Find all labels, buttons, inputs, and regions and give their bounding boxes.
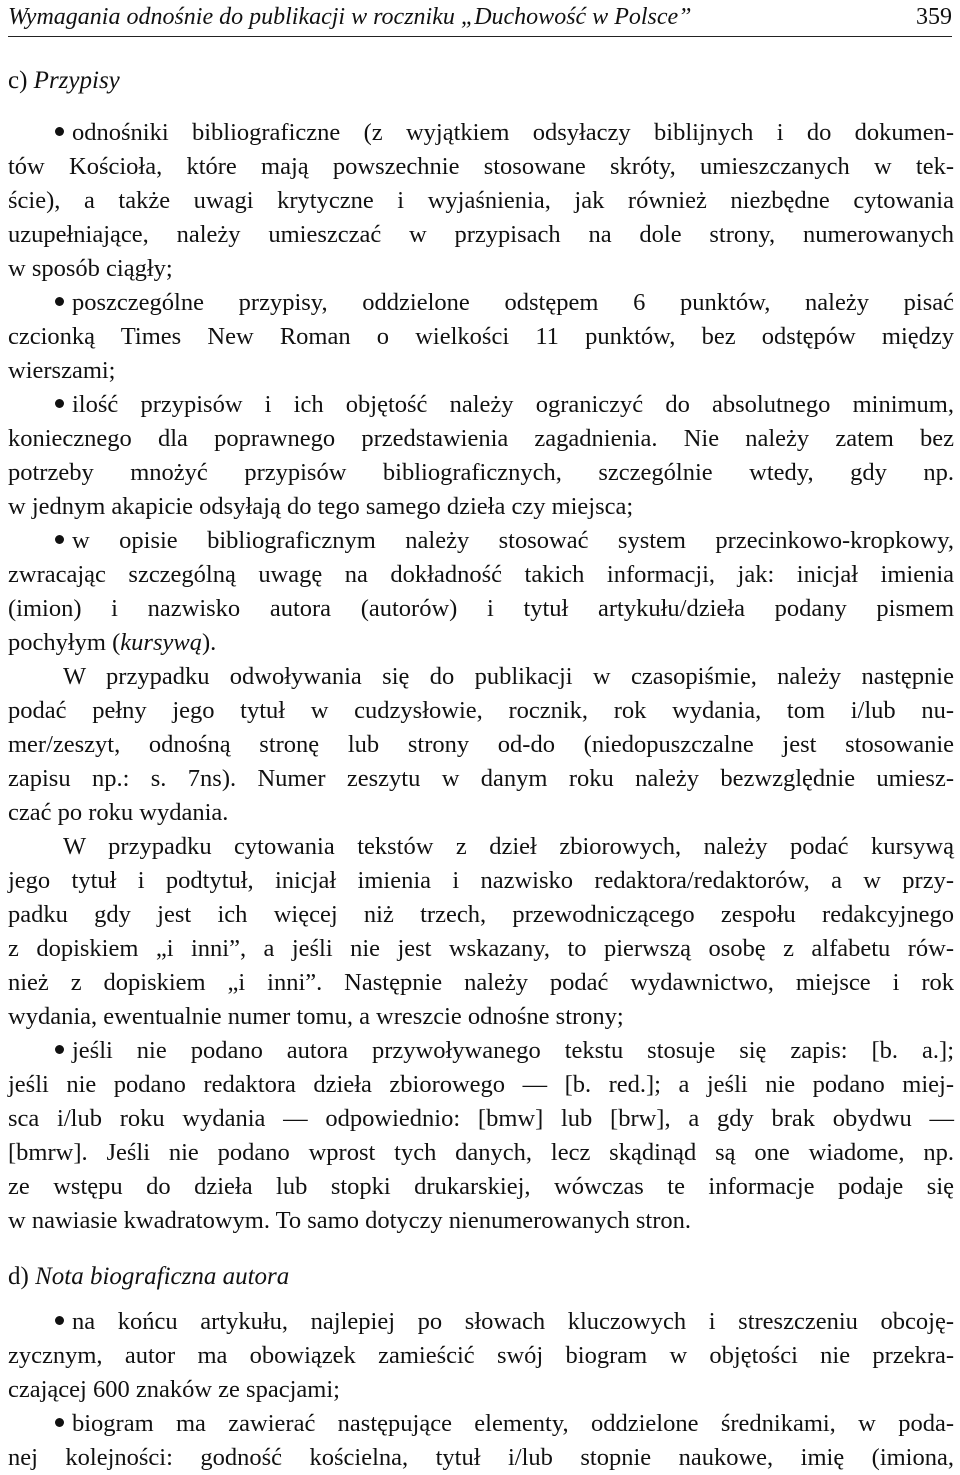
text-line: jego tytuł i podtytuł, inicjał imienia i nazwisko redaktora/redaktorów, a w przy- <box>8 867 954 894</box>
text-line: biogram ma zawierać następujące elementy, oddzielone średnikami, w poda- <box>8 1407 954 1441</box>
text-line: potrzeby mnożyć przypisów bibliograficznych, szczególnie wtedy, gdy np. <box>8 459 954 486</box>
text-line: zapisu np.: s. 7ns). Numer zeszytu w danym roku należy bezwzględnie umiesz- <box>8 765 954 792</box>
text-line: wierszami; <box>8 357 116 384</box>
text-line: podać pełny jego tytuł w cudzysłowie, rocznik, rok wydania, tom i/lub nu- <box>8 697 954 724</box>
section-d-title: Nota biograficzna autora <box>35 1263 290 1290</box>
text-line: poszczególne przypisy, oddzielone odstępem 6 punktów, należy pisać <box>8 286 954 320</box>
text-line: W przypadku odwoływania się do publikacji w czasopiśmie, należy następnie <box>63 663 954 690</box>
text-line: (imion) i nazwisko autora (autorów) i tytuł artykułu/dzieła podany pismem <box>8 595 954 622</box>
text-line: w jednym akapicie odsyłają do tego samego dzieła czy miejsca; <box>8 493 634 520</box>
text-line: z dopiskiem „i inni”, a jeśli nie jest wskazany, to pierwszą osobę z alfabetu rów- <box>8 935 954 962</box>
text-line: pochyłym (kursywą). <box>8 629 217 656</box>
text-line: odnośniki bibliograficzne (z wyjątkiem odsyłaczy biblijnych i do dokumen- <box>8 116 954 150</box>
section-c-body <box>8 116 954 1238</box>
text-line: czającej 600 znaków ze spacjami; <box>8 1376 340 1403</box>
bullet-icon <box>55 1418 64 1427</box>
text-line: W przypadku cytowania tekstów z dzieł zbiorowych, należy podać kursywą <box>63 833 954 860</box>
text-line: nej kolejności: godność kościelna, tytuł i/lub stopnie naukowe, imię (imiona, <box>8 1444 954 1471</box>
bullet-icon <box>55 1045 64 1054</box>
text-line: tów Kościoła, które mają powszechnie stosowane skróty, umieszczanych w tek- <box>8 153 954 180</box>
text-line: w sposób ciągły; <box>8 255 173 282</box>
text-line: jeśli nie podano autora przywoływanego tekstu stosuje się zapis: [b. a.]; <box>8 1034 954 1068</box>
text-line: zycznym, autor ma obowiązek zamieścić swój biogram w objętości nie przekra- <box>8 1342 954 1369</box>
section-c-title: Przypisy <box>33 67 120 94</box>
text-line: ście), a także uwagi krytyczne i wyjaśnienia, jak również niezbędne cytowania <box>8 187 954 214</box>
text-line: w opisie bibliograficznym należy stosować system przecinkowo-kropkowy, <box>8 524 954 558</box>
bullet-icon <box>55 535 64 544</box>
text-line: na końcu artykułu, najlepiej po słowach kluczowych i streszczeniu obcoję- <box>8 1305 954 1339</box>
text-line: koniecznego dla poprawnego przedstawienia zagadnienia. Nie należy zatem bez <box>8 425 954 452</box>
page-number: 359 <box>916 4 952 30</box>
section-c-heading <box>8 66 120 96</box>
text-line: czcionką Times New Roman o wielkości 11 punktów, bez odstępów między <box>8 323 954 350</box>
text-line: [bmrw]. Jeśli nie podano wprost tych danych, lecz skądinąd są one wiadome, np. <box>8 1139 954 1166</box>
text-line: padku gdy jest ich więcej niż trzech, przewodniczącego zespołu redakcyjnego <box>8 901 954 928</box>
text-line: mer/zeszyt, odnośną stronę lub strony od-do (niedopuszczalne jest stosowanie <box>8 731 954 758</box>
text-line: jeśli nie podano redaktora dzieła zbiorowego — [b. red.]; a jeśli nie podano miej- <box>8 1071 954 1098</box>
text-line: zwracając szczególną uwagę na dokładność takich informacji, jak: inicjał imienia <box>8 561 954 588</box>
bullet-icon <box>55 297 64 306</box>
header-title: Wymagania odnośnie do publikacji w roczniku „Duchowość w Polsce” <box>8 4 692 30</box>
text-line: czać po roku wydania. <box>8 799 229 826</box>
text-line: sca i/lub roku wydania — odpowiednio: [bmw] lub [brw], a gdy brak obydwu — <box>8 1105 954 1132</box>
bullet-icon <box>55 127 64 136</box>
section-d-heading <box>8 1262 289 1292</box>
text-line: wydania, ewentualnie numer tomu, a wreszcie odnośne strony; <box>8 1003 624 1030</box>
text-line: uzupełniające, należy umieszczać w przypisach na dole strony, numerowanych <box>8 221 954 248</box>
section-d-letter: d) <box>8 1263 29 1290</box>
text-line: nież z dopiskiem „i inni”. Następnie należy podać wydawnictwo, miejsce i rok <box>8 969 954 996</box>
running-header <box>8 0 952 37</box>
section-c-letter: c) <box>8 67 28 94</box>
bullet-icon <box>55 1316 64 1325</box>
text-line: ze wstępu do dzieła lub stopki drukarskiej, wówczas te informacje podaje się <box>8 1173 954 1200</box>
bullet-icon <box>55 399 64 408</box>
section-d-body <box>8 1305 954 1475</box>
text-line: ilość przypisów i ich objętość należy ograniczyć do absolutnego minimum, <box>8 388 954 422</box>
text-line: w nawiasie kwadratowym. To samo dotyczy nienumerowanych stron. <box>8 1207 691 1234</box>
